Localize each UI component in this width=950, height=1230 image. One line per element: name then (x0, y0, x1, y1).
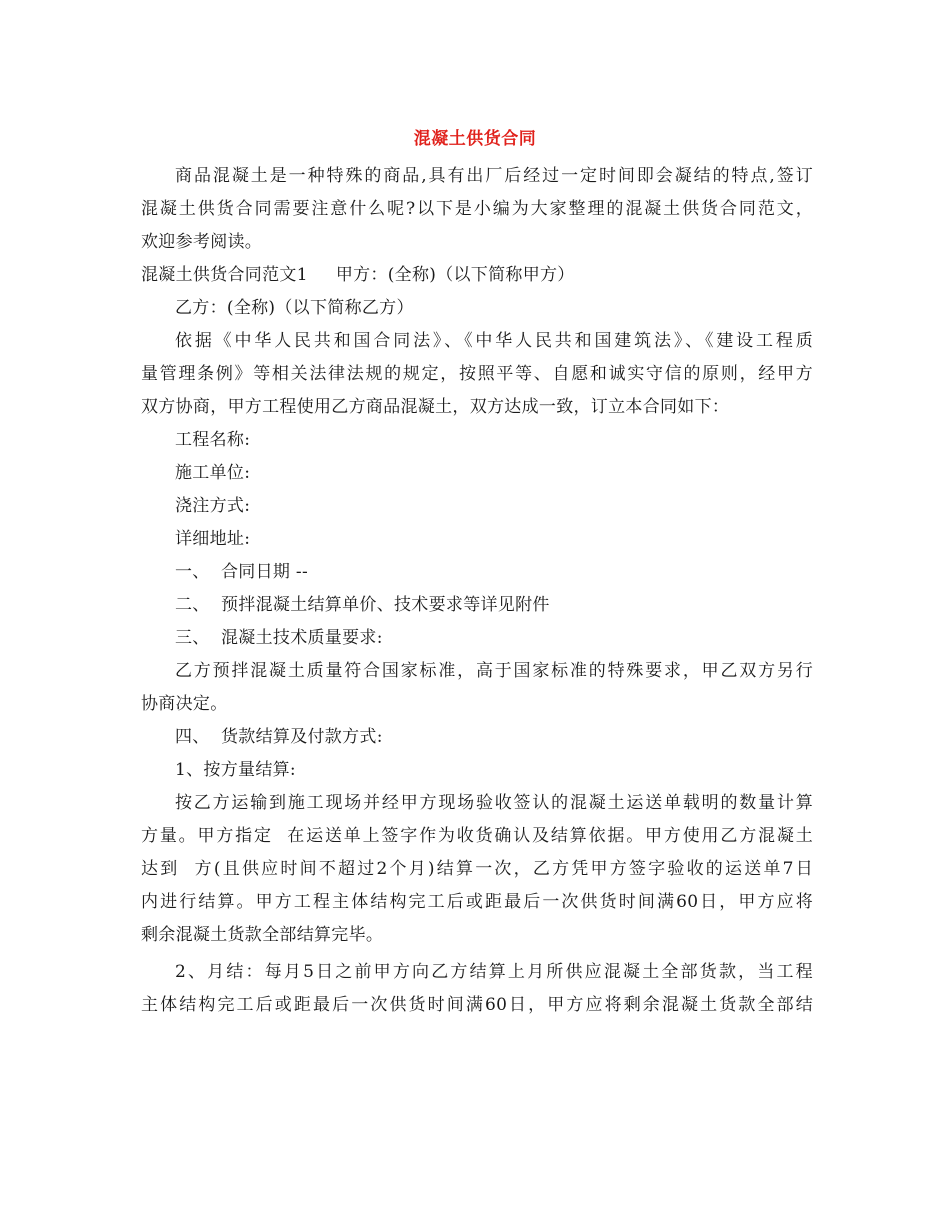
party-b: 乙方：(全称)（以下简称乙方） (175, 298, 414, 318)
sample-heading-line (141, 259, 813, 292)
text-line: 达到 方(且供应时间不超过2个月)结算一次，乙方凭甲方签字验收的运送单7日 (141, 859, 813, 879)
text-line: 商品混凝土是一种特殊的商品,具有出厂后经过一定时间即会凝结的特点,签订 (175, 166, 813, 186)
field-address: 详细地址: (175, 529, 251, 549)
text-line: 依据《中华人民共和国合同法》、《中华人民共和国建筑法》、《建设工程质 (175, 331, 813, 351)
text-line: 剩余混凝土货款全部结算完毕。 (141, 925, 384, 945)
text-line: 方量。甲方指定 在运送单上签字作为收货确认及结算依据。甲方使用乙方混凝土 (141, 826, 813, 846)
project-fields (141, 424, 813, 556)
clause-4: 四、 货款结算及付款方式: (175, 727, 383, 747)
text-line: 主体结构完工后或距最后一次供货时间满60日，甲方应将剩余混凝土货款全部结 (141, 995, 813, 1015)
document-body (141, 160, 813, 1022)
clause-3: 三、 混凝土技术质量要求: (175, 628, 383, 648)
text-line: 混凝土供货合同需要注意什么呢?以下是小编为大家整理的混凝土供货合同范文， (141, 199, 813, 219)
party-a: 甲方：(全称)（以下简称甲方） (335, 265, 575, 285)
item-2-paragraph (141, 956, 813, 1022)
text-line: 欢迎参考阅读。 (141, 232, 263, 252)
text-line: 2、月结：每月5日之前甲方向乙方结算上月所供应混凝土全部货款，当工程 (175, 962, 813, 982)
text-line: 乙方预拌混凝土质量符合国家标准，高于国家标准的特殊要求，甲乙双方另行 (175, 661, 813, 681)
basis-paragraph (141, 325, 813, 424)
text-line: 双方协商，甲方工程使用乙方商品混凝土，双方达成一致，订立本合同如下： (141, 397, 730, 417)
item-1-heading: 1、按方量结算: (175, 760, 296, 780)
text-line: 内进行结算。甲方工程主体结构完工后或距最后一次供货时间满60日，甲方应将 (141, 892, 813, 912)
text-line: 协商决定。 (141, 694, 228, 714)
field-construction-unit: 施工单位: (175, 463, 251, 483)
clauses-1-3 (141, 556, 813, 655)
quality-paragraph (141, 655, 813, 721)
field-pouring-method: 浇注方式: (175, 496, 251, 516)
party-b-paragraph (141, 292, 813, 325)
clause-4-paragraph (141, 721, 813, 787)
item-1-paragraph (141, 787, 813, 952)
sample-heading: 混凝土供货合同范文1 (141, 265, 308, 285)
clause-2: 二、 预拌混凝土结算单价、技术要求等详见附件 (175, 595, 550, 615)
clause-1: 一、 合同日期 -- (175, 562, 308, 582)
document-title: 混凝土供货合同 (413, 129, 537, 149)
text-line: 按乙方运输到施工现场并经甲方现场验收签认的混凝土运送单载明的数量计算 (175, 793, 813, 813)
intro-paragraph (141, 160, 813, 259)
text-line: 量管理条例》等相关法律法规的规定，按照平等、自愿和诚实守信的原则，经甲方 (141, 364, 813, 384)
field-project-name: 工程名称: (175, 430, 251, 450)
